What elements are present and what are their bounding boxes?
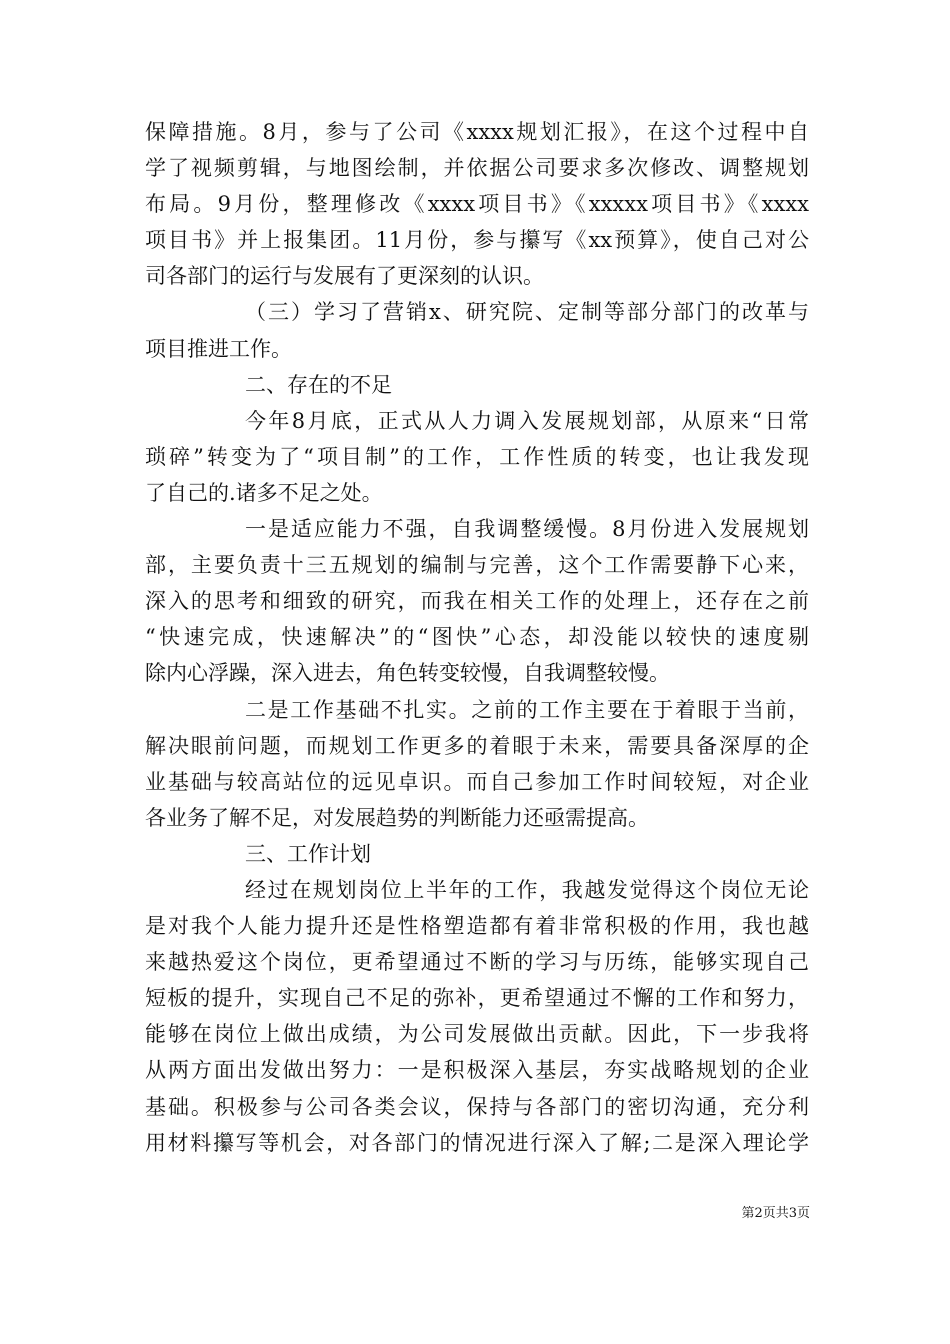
text-line: 琐碎”转变为了“项目制”的工作，工作性质的转变，也让我发现 xyxy=(145,444,809,469)
text-line: 经过在规划岗位上半年的工作，我越发觉得这个岗位无论 xyxy=(245,877,809,902)
text-line: 了自己的.诸多不足之处。 xyxy=(145,480,383,505)
text-line: 项目推进工作。 xyxy=(145,336,292,361)
section-heading: 三、工作计划 xyxy=(245,841,371,866)
text-line: 基础。积极参与公司各类会议，保持与各部门的密切沟通，充分利 xyxy=(145,1094,809,1119)
text-line: 司各部门的运行与发展有了更深刻的认识。 xyxy=(145,264,544,289)
text-line: 项目书》并上报集团。11月份，参与攥写《xx预算》，使自己对公 xyxy=(145,228,809,253)
text-line: 布局。9月份，整理修改《xxxx项目书》《xxxxx项目书》《xxxx xyxy=(145,192,809,217)
text-line: 二是工作基础不扎实。之前的工作主要在于着眼于当前， xyxy=(245,697,809,722)
text-line: 今年8月底，正式从人力调入发展规划部，从原来“日常 xyxy=(245,408,809,433)
text-line: 来越热爱这个岗位，更希望通过不断的学习与历练，能够实现自己 xyxy=(145,950,809,975)
section-heading: 二、存在的不足 xyxy=(245,372,392,397)
text-line: 学了视频剪辑，与地图绘制，并依据公司要求多次修改、调整规划 xyxy=(145,156,809,181)
text-line: “快速完成，快速解决”的“图快”心态，却没能以较快的速度剔 xyxy=(145,625,809,650)
text-line: （三）学习了营销x、研究院、定制等部分部门的改革与 xyxy=(245,300,809,325)
text-line: 部，主要负责十三五规划的编制与完善，这个工作需要静下心来， xyxy=(145,553,809,578)
text-line: 一是适应能力不强，自我调整缓慢。8月份进入发展规划 xyxy=(245,517,809,542)
page-number-footer: 第2页共3页 xyxy=(741,1206,810,1221)
text-line: 各业务了解不足，对发展趋势的判断能力还亟需提高。 xyxy=(145,805,649,830)
text-line: 从两方面出发做出努力：一是积极深入基层，夯实战略规划的企业 xyxy=(145,1058,809,1083)
text-line: 是对我个人能力提升还是性格塑造都有着非常积极的作用，我也越 xyxy=(145,914,809,939)
text-line: 保障措施。8月，参与了公司《xxxx规划汇报》，在这个过程中自 xyxy=(145,120,809,144)
text-line: 能够在岗位上做出成绩，为公司发展做出贡献。因此，下一步我将 xyxy=(145,1022,809,1047)
text-line: 除内心浮躁，深入进去，角色转变较慢，自我调整较慢。 xyxy=(145,661,670,686)
text-line: 深入的思考和细致的研究，而我在相关工作的处理上，还存在之前 xyxy=(145,589,809,614)
text-line: 短板的提升，实现自己不足的弥补，更希望通过不懈的工作和努力， xyxy=(145,986,809,1011)
text-line: 用材料攥写等机会，对各部门的情况进行深入了解;二是深入理论学 xyxy=(145,1130,809,1155)
document-body xyxy=(145,114,809,1161)
text-line: 解决眼前问题，而规划工作更多的着眼于未来，需要具备深厚的企 xyxy=(145,733,809,758)
text-line: 业基础与较高站位的远见卓识。而自己参加工作时间较短，对企业 xyxy=(145,769,809,794)
